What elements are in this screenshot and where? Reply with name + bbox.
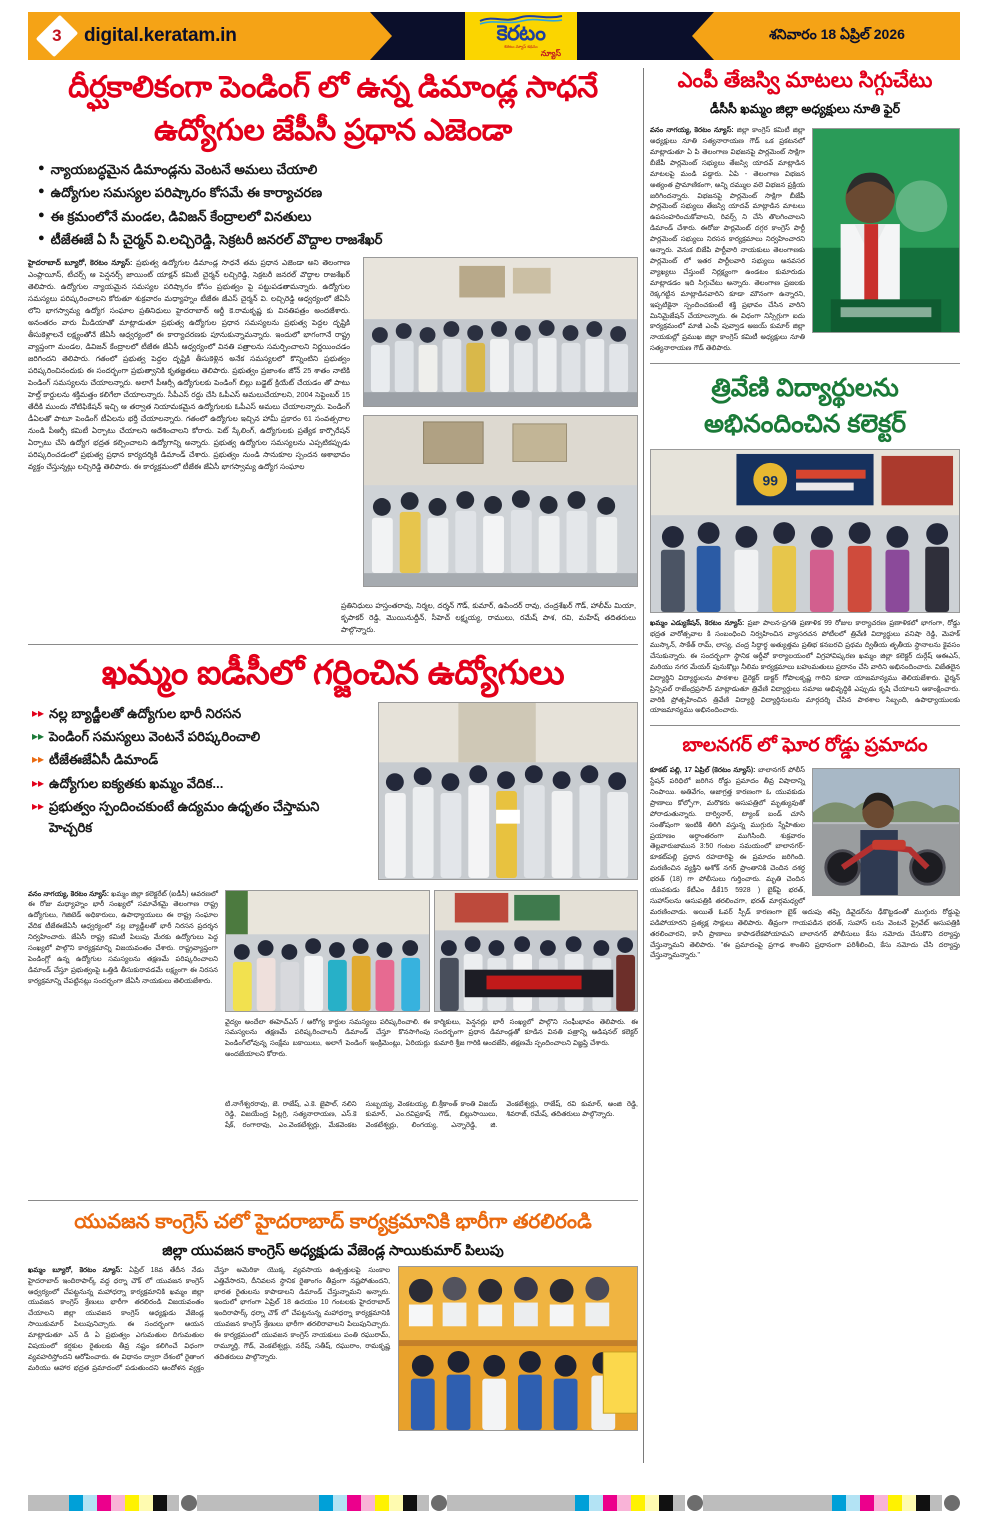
idoc-photo-3 xyxy=(434,890,638,1012)
swatch-magenta-tint xyxy=(617,1495,631,1511)
youth-body xyxy=(28,1266,390,1375)
cmyk-registration-bar xyxy=(28,1495,960,1511)
swatch-magenta xyxy=(347,1495,361,1511)
accident-headline: బాలనగర్ లో ఘోర రోడ్డు ప్రమాదం xyxy=(682,735,928,757)
article-youth xyxy=(28,1209,638,1446)
article-main-text: ప్రభుత్వ ఉద్యోగుల డిమాండ్ల సాధనే తమ ప్రధాన ఎజెండా అని తెలంగాణ ఎంప్లాయీస్, టీచర్స్ ఆ పెన్షనర్స్ జాయింట్ యాక్షన్ కమిటీ చైర్మన్ లచ్చిరెడ్డి, సెక్రటరీ జనరల్ వొద్దాల రాజశేఖర్ తెలిపారు. ఉద్యోగుల న్యాయమైన సమస్యల పరిష్కారం కోసం ప్రభుత్వం పై పట్టుపడతామన్నారు. ఉద్యోగుల సమస్యలు పరిష్కరించాలని కోరుతూ శుక్రవారం మధ్యాహ్నం టీజేఈ జేఎస్ చైర్మన్ వి. లచ్చిరెడ్డి ఆధ్వర్యంలో జేఏసీ లోని భాగస్వామ్య ఉద్యోగ సంఘాల ప్రతినిధులు హైదరాబాద్ ఆర్డీ కె.రామకృష్ణ కు వినతిపత్రం అందజేశారు. అనంతరం వారు మీడియాతో మాట్లాడుతూ ప్రభుత్వ ఉద్యోగుల ప్రధాన సమస్యలను ప్రభుత్వ పెద్దల దృష్టికి తీసుకెళ్లాలనే లక్ష్యంతోనే జేఏసీ ఆధ్వర్యంలో ఈ కార్యాచరణకు పూనుకున్నామన్నారు. ఇందులో భాగంగానే రాష్ట్ర వ్యాప్తంగా మండల, డివిజన్ కేంద్రాలలో టీజేఈ జేఏసీ ఆధ్వర్యంలో వినతి పత్రాలను సమర్పించాలని నిర్ణయించడం జరిగిందని తెలిపారు. గతంలో ప్రభుత్వ పెద్దల దృష్టికి తీసుకెళ్లిన అనేక సమస్యలలో కొన్నింటిని ప్రభుత్వం పరిష్కరించినందుకు ఈ సందర్భంగా ప్రభుత్వానికి కృతజ్ఞతలు తెలిపారు. ప్రభుత్వం ప్రజాంశం జోన్ 25 శాతం నాటికి పెండింగ్ సమస్యలను చేయాలన్నారు. అలాగే పీఆర్సీ ఉద్యోగులకు పెండింగ్ బిల్లు బడ్జెట్ క్రియేట్ చేయడం తో పాటు హెల్త్ కార్డులను శక్తిమత్తం కలిగేలా చేయాలన్నారు. సీపీఎస్ రద్దు చేసి ఓపీఎస్ అమలుచేయాలని, 2004 సెప్టెంబర్ 15 తేదీకి ముందు నోటిఫికేషన్ ఇచ్చి ఆ తర్వాత నియామకమైన ఉద్యోగులకు ఓపీఎస్ అమలు చేయాలన్నారు. పెండింగ్ డీఏలతో పాటూ పెండింగ్ టీఏలను భర్తీ చేయాలన్నారు. గతంలో ఉద్యోగుల ఇచ్చిన హామీ ప్రకారం 61 సంవత్సరాల నుండి పీఆర్సీ కమిటీ ఏర్పాటు చేయాలని ఆదేశించాలని కోరారు. పెట్ స్కేలింగ్, ఉద్యోగులకు ప్రత్యేక కార్పొరేషన్ ఏర్పాటు చేసి ఉద్యోగ భద్రత కల్పించాలని ఉద్యోగాన్ని అన్నారు. ప్రభుత్వ ఉద్యోగుల సమస్యలను ఎప్పటికప్పుడు పరిష్కరించడంలో ప్రభుత్వ ప్రధాన కార్యదర్శికి డిమాండ్ చేశారు. ప్రభుత్వం నుండి సానుకూల స్పందన ఆశాభావం వ్యక్తం చేస్తున్నట్లు లచ్చిరెడ్డి తెలిపారు. ఈ కార్యక్రమంలో టీజేఈ జేఏసీ భాగస్వామ్య ఉద్యోగ సంఘాల xyxy=(28,257,350,471)
triveni-headline-line1: త్రివేణి విద్యార్థులను xyxy=(711,374,899,403)
page-body xyxy=(28,66,960,1466)
arrow-icon: ▸▸ xyxy=(32,799,45,814)
swatch-magenta-tint xyxy=(111,1495,125,1511)
swatch-cyan-tint xyxy=(333,1495,347,1511)
bullet-item xyxy=(38,207,638,227)
swatch-yellow xyxy=(888,1495,902,1511)
youth-photo xyxy=(398,1266,638,1431)
idoc-body-col1 xyxy=(28,890,218,988)
idoc-caption-mid: వైద్యం అందేలా ఈహెచ్ఎస్ / ఆరోగ్య కార్డుల సమస్యలు పరిష్కరించాలి. ఈ సమస్యలను తక్షణమే పరిష్కరించాలనీ డిమాండ్ చేస్తూ కొనసాగింపు పెండింగ్‌లోవున్న సంక్షేమ బకాయిలు, అలాగే పెండింగ్ ఇంక్రిమెంట్లు, ఏరియర్లు అందజేయాలని కోరారు. xyxy=(225,1018,430,1059)
swatch-yellow-tint xyxy=(139,1495,153,1511)
masthead xyxy=(28,12,960,60)
swatch-gray xyxy=(417,1495,429,1511)
swatch-cyan xyxy=(575,1495,589,1511)
swatch-black xyxy=(153,1495,167,1511)
bullet-text: న్యాయబద్ధమైన డిమాండ్లను వెంటనే అమలు చేయాలి xyxy=(50,162,318,177)
arrow-icon: ▸▸ xyxy=(32,775,45,790)
masthead-right xyxy=(714,12,960,60)
triveni-headline-line2: అభినందించిన కలెక్టర్ xyxy=(703,409,907,438)
swatch-cyan xyxy=(832,1495,846,1511)
bullet-item xyxy=(32,750,362,770)
article-main-photo-2 xyxy=(363,415,638,587)
swatch-cyan-tint xyxy=(589,1495,603,1511)
registration-gray-block xyxy=(703,1495,832,1511)
idoc-photo-1 xyxy=(378,702,638,880)
swatch-gray xyxy=(673,1495,685,1511)
article-main-body xyxy=(28,257,350,473)
swatch-yellow-tint xyxy=(902,1495,916,1511)
right-top-subhead: డీసీసీ ఖమ్మం జిల్లా అధ్యక్షులు నూతి ఫైర్ xyxy=(709,102,901,117)
bullet-text: టీజేఈజేఏసీ డిమాండ్ xyxy=(49,752,159,768)
article-main-photo-1 xyxy=(363,257,638,407)
idoc-photo-2 xyxy=(225,890,430,1012)
right-top-text: జిల్లా కాంగ్రెస్ కమిటీ జిల్లా అధ్యక్షులు నూతి సత్యనారాయణ గౌడ్ ఒక ప్రకటనలో మాట్లాడుతూ ఏ పి తెలంగాణ విభజనపై పార్లమెంట్ సాక్షిగా బీజేపీ పార్లమెంట్ సభ్యులు తేజస్వి యాదవ్ మాట్లాడిన మాటలపై మండి పడ్డారు. ఏపి - తెలంగాణ విభజన అత్యంత ప్రామాణికంగా, అన్ని దమ్ముల వలె విభజన ప్రక్రియ జరిగిందన్నారు. విభజనపై పార్లమెంట్ సాక్షిగా బీజేపీ పార్లమెంట్ సభ్యులు తేజస్వి యాదవ్ మాట్లాడిన మాటలు ఉపసంహరించుకోవాలని, రివర్స్ ని చేసి తొలగించాలని డిమాండ్ చేశారు. ఈరోజు పార్లమెంట్ దగ్గర కాంగ్రెస్ పార్టీ పార్లమెంట్ సభ్యులు నిరసన కార్యక్రమాలు నిర్వహించారని అన్నారు. వెనుక బిజేపి పార్టీవారి నాయకులు తెలంగాణకు పార్లమెంట్ లో ఇతర పార్టీలవారి సభ్యులు అనవసర వ్యాఖ్యలు చేస్తుంటే నిర్లక్ష్యంగా ఉండటం కుమారుడు మాట్లాడడం ఇది సిగ్గుచేటు అన్నారు. తెలంగాణ ప్రజలకు రెక్కగట్టిన మాట్లాడినవారిని కూడా మౌనంగా ఉన్నారని, ఇప్పటికైనా స్పందించకుంటే శక్తి ప్రభావం చేసిన వారిని మినిమైజేషన్ చేయాలన్నారు. ఈ విధంగా నిస్సిగ్గుగా ఐదు కార్యక్రమంలో మాజీ ఎంపీ పువ్వాడ అజయ్ కుమార్ జిల్లా నాయకుల్లో ప్రముఖ జిల్లా కాంగ్రెస్ కమిటీ అధ్యక్షులు నూతి సత్యనారాయణ గౌడ్ తెలిపారు. xyxy=(650,127,805,353)
swatch-yellow xyxy=(125,1495,139,1511)
main-headline-line2: ఉద్యోగుల జేపీసీ ప్రధాన ఎజెండా xyxy=(154,114,512,147)
idoc-bullet-list xyxy=(32,704,362,839)
bullet-text: ఈ క్రమంలోనే మండల, డివిజన్ కేంద్రాలలో వినతులు xyxy=(50,208,312,224)
bullet-item xyxy=(38,160,638,180)
bullet-text: టీజేఈజే ఏ సీ చైర్మన్ వి.లచ్చిరెడ్డి, సెక్రటరీ జనరల్ వొద్దాల రాజశేఖర్ xyxy=(50,232,383,248)
right-top-dateline: వనం నాగయ్య, కెరటం న్యూస్: xyxy=(650,127,734,135)
swatch-magenta xyxy=(97,1495,111,1511)
arrow-icon: ▸▸ xyxy=(32,729,45,744)
registration-swatch-group xyxy=(69,1495,197,1511)
svg-text:99: 99 xyxy=(762,472,778,489)
swatch-magenta xyxy=(603,1495,617,1511)
idoc-photo-caption-names: టి.నాగేశ్వరరావు, జె. రాజేష్, ఎ.కె. జైపాల్, నలిని రెడ్డి, విజయేంద్ర పిల్లగ్రి, సత్యనారాయణ, ఎస్.కె షేక్, రంగారావు, ఎం.వెంకటేశ్వర్లు, మేకవెంకట సుబ్బయ్య, వెంకటయ్య, బి.శ్రీకాంత్ కాంతి విజయ్ కుమార్, ఎం.రవిప్రకాష్ గౌడ్, బిల్లుసాయిలు, వెంకటేశ్వర్లు, లింగయ్య, ఎన్నారెడ్డి, జి. వెంకటేశ్వర్లు, రాజేష్, రవి కుమార్, అంజి రెడ్డి, శివరాజ్, రమేష్, తదితరులు పాల్గొన్నారు. xyxy=(225,1100,638,1130)
page-number: 3 xyxy=(52,26,62,45)
accident-text: బాలానగర్ పోలీస్ స్టేషన్ పరిధిలో జరిగిన రోడ్డు ప్రమాదం తీవ్ర విషాదాన్ని నింపాయి. అతివేగం, అజాగ్రత్త కారణంగా ఓ యువకుడు ప్రాణాలు కోల్పోగా, మరొకరు ఆసుపత్రిలో మృత్యువుతో పోరాడుతున్నారు. దార్వినార్, ట్యాంక్ బండ్ చూసి సంతోషంగా ఇంటికి తిరిగి వస్తున్న ముగ్గురు స్నేహితుల ప్రయాణం అర్ధాంతరంగా ముగిసింది. శుక్రవారం తెల్లవారుజామున 3:50 గంటల సమయంలో బాలానగర్-కూకట్‌పల్లి ప్రధాన రహదారిపై ఈ ప్రమాదం జరిగింది. మరణించిన వ్యక్తిని అశోక్ నగర్ ప్రాంతానికి చెందిన దశర్థ భరత్ (18) గా పోలీసులు గుర్తించారు. మృతి చెందిన యువకుడు కేటీఎం డీకే15 5928 ) బైక్‌పై భరత్, సుహాస్‌లను ఆసుపత్రికి తరలించగా, భరత్ మార్గమధ్యలో మరణించాడు. అయితే ఓవర్ స్పీడ్ కారణంగా బైక్ అదుపు తప్పి డివైడర్‌ను ఢీకొట్టడంతో ముగ్గురు రోడ్డుపై పడిపోయారని ప్రత్యక్ష సాక్షులు తెలిపారు. తీవ్రంగా గాయపడిన భరత్, సుహాస్ లను వెంటనే ప్రైవేట్ ఆసుపత్రికి తరలించారని, కానీ ప్రాణాలు కాపాడలేకపోయామని బాలానగర్ పోలీసులు కేసు నమోదు చేసుకొని దర్యాప్తు చేస్తున్నామని తెలిపారు. "ఈ ప్రమాదంపై ప్రగాఢ శాంతిని ప్రధానంగా పరిశీలించి, కేసు నమోదు చేసి దర్యాప్తు చేస్తున్నామన్నారు." xyxy=(650,767,960,960)
swatch-magenta xyxy=(860,1495,874,1511)
logo-subword: న్యూస్ xyxy=(540,48,561,58)
publication-logo[interactable] xyxy=(465,12,577,60)
article-idoc xyxy=(28,653,638,1190)
idoc-headline: ఖమ్మం ఐడీసీలో గర్జించిన ఉద్యోగులు xyxy=(101,653,565,692)
section-divider xyxy=(650,363,960,364)
logo-wordmark: కెరటం xyxy=(496,22,546,46)
swatch-yellow-tint xyxy=(389,1495,403,1511)
accident-photo xyxy=(812,768,960,896)
registration-swatch-group xyxy=(832,1495,960,1511)
youth-headline: యువజన కాంగ్రెస్ చలో హైదరాబాద్ కార్యక్రమానికి భారీగా తరలిరండి xyxy=(74,1210,592,1233)
swatch-gray xyxy=(167,1495,179,1511)
registration-dot-icon xyxy=(181,1495,197,1511)
article-main-dateline: హైదరాబాద్ బ్యూరో, కెరటం న్యూస్: xyxy=(28,257,133,267)
column-divider xyxy=(643,68,644,1463)
bullet-text: ఉద్యోగుల ఐక్యతకు ఖమ్మం వేదిక... xyxy=(49,775,224,791)
bullet-item xyxy=(32,727,362,747)
bullet-text: ఉద్యోగుల సమస్యల పరిష్కారం కోసమే ఈ కార్యాచరణ xyxy=(50,185,323,201)
idoc-caption-right: కార్మికులు, పెన్షనర్లు భారీ సంఖ్యలో పాల్గొని సంఘీభావం తెలిపారు. ఈ సందర్భంగా ప్రధాన డిమాండ్లతో కూడిన వినతి పత్రాన్ని అడిషనల్ కలెక్టర్ కుమారి శ్రీజ గారికి అందజేసి, తక్షణమే స్పందించాలని విజ్ఞప్తి చేశారు. xyxy=(434,1018,638,1048)
swatch-magenta-tint xyxy=(874,1495,888,1511)
registration-gray-block xyxy=(28,1495,69,1511)
registration-gray-block xyxy=(197,1495,319,1511)
main-headline-line1: దీర్ఘకాలికంగా పెండింగ్ లో ఉన్న డిమాండ్ల సాధనే xyxy=(68,71,598,104)
swatch-black xyxy=(916,1495,930,1511)
registration-dot-icon xyxy=(687,1495,703,1511)
registration-swatch-group xyxy=(575,1495,703,1511)
section-divider xyxy=(650,725,960,726)
swatch-cyan-tint xyxy=(846,1495,860,1511)
arrow-icon: ▸▸ xyxy=(32,705,45,720)
bullet-dot-icon: ● xyxy=(38,162,45,174)
photo-illustration xyxy=(379,703,637,879)
right-top-headline: ఎంపీ తేజస్వి మాటలు సిగ్గుచేటు xyxy=(677,69,933,92)
registration-swatch-group xyxy=(319,1495,447,1511)
triveni-dateline: ఖమ్మం ఎడ్యుకేషన్, కెరటం న్యూస్: xyxy=(650,620,745,628)
registration-gray-block xyxy=(447,1495,576,1511)
idoc-dateline: వనం నాగయ్య, కెరటం న్యూస్: xyxy=(28,890,109,898)
swatch-cyan xyxy=(319,1495,333,1511)
swatch-yellow xyxy=(631,1495,645,1511)
idoc-text: ఖమ్మం జిల్లా కలెక్టరేట్ (ఐడీసీ) ఆవరణలో ఈ రోజు మధ్యాహ్నం భారీ సంఖ్యలో సమావేశమై తెలంగాణ రాష్ట్ర ఉద్యోగులు, గెజిటెడ్ అధికారులు, ఉపాధ్యాయులు ఈ రాష్ట్ర సంఘాల వేదిక టీజేఈజేఏసీ ఆధ్వర్యంలో నల్ల బ్యాడ్జీలతో భారీ నిరసన ప్రదర్శన నిర్వహించారు. జేఏసీ రాష్ట్ర కమిటీ పిలుపు మేరకు ఉద్యోగులు పెద్ద సంఖ్యలో పాల్గొని కార్యక్రమాన్ని విజయవంతం చేశారు. రాష్ట్రవ్యాప్తంగా పెండింగ్లో ఉన్న ఉద్యోగుల సమస్యలను తక్షణమే పరిష్కరించాలని డిమాండ్ చేస్తూ ప్రభుత్వంపై ఒత్తిడి తీసుకురావడమే లక్ష్యంగా ఈ నిరసన కార్యక్రమాన్ని చేపట్టినట్లు సందర్భంగా జేఏసీ నాయకులు తెలియజేశారు. xyxy=(28,890,218,985)
bullet-text: పెండింగ్ సమస్యలు వెంటనే పరిష్కరించాలి xyxy=(49,729,261,745)
photo-illustration xyxy=(813,129,959,332)
right-top-photo xyxy=(812,128,960,333)
swatch-magenta-tint xyxy=(361,1495,375,1511)
bullet-dot-icon: ● xyxy=(38,232,45,245)
logo-tagline: కెరటం న్యూస్ కథనం xyxy=(504,44,538,50)
main-bullet-list xyxy=(38,160,638,251)
article-right-top xyxy=(650,68,960,355)
photo-illustration xyxy=(226,891,429,1011)
bullet-item xyxy=(32,704,362,724)
youth-text: ఏప్రిల్ 18వ తేదీన నేడు హైదరాబాద్ ఇందిరాపార్క్ వద్ద ధర్నా చౌక్ లో యువజన కాంగ్రెస్ ఆధ్వర్యంలో చేపట్టనున్న మహాధర్నా కార్యక్రమానికి ఖమ్మం జిల్లా యువజన కాంగ్రెస్ శ్రేణులు భారీగా తరలిరండి విజయవంతం చేయాలని జిల్లా యువజన కాంగ్రెస్ అధ్యక్షుడు వేజెండ్ల సాయికుమార్ పిలుపునిచ్చారు. ఈ సందర్భంగా ఆయన మాట్లాడుతూ ఎన్ డి ఏ ప్రభుత్వం ఎగుమతుల దిగుమతుల విషయంలో కర్షకుల రైతులకు తీవ్ర నష్టం కలిగించే విధంగా వ్యవహరిస్తోందని ఆరోపించారు. ఈ విధానం ద్వారా దేశంలో రైతాంగ మరియు ఆహార భద్రత ప్రమాదంలో పడుతుందని ఆందోళన వ్యక్తం చేస్తూ అమెరికా యొక్క వ్యవసాయ ఉత్పత్తులపై సుంకాల ఎత్తివేసారని, దీనివలన స్థానిక రైతాంగం తీవ్రంగా నష్టపోతుందని, భారత రైతులను కాపాడాలని డిమాండ్ చేస్తున్నామని అన్నారు. ఇందులో భాగంగా ఏప్రిల్ 18 ఉదయం 10 గంటలకు హైదరాబాద్ ఇందిరాపార్క్ ధర్నా చౌక్ లో చేపట్టనున్న మహాధర్నా కార్యక్రమానికి యువజన కాంగ్రెస్ శ్రేణులు భారీగా తరలిరావాలని పిలుపునిచ్చారు. ఈ కార్యక్రమంలో యువజన కాంగ్రెస్ నాయకులు పంతి రఘురామ్, రామ్మూర్తి, గౌడ్, వెంకటేశ్వర్లు, నరేష్, సతీష్, రఘురాం, రామకృష్ణ తదితరులు పాల్గొన్నారు. xyxy=(28,1266,390,1372)
accident-dateline: కూకట్ పల్లి, 17 ఏప్రిల్ (కెరటం న్యూస్): xyxy=(650,767,756,775)
bullet-item xyxy=(38,230,638,250)
triveni-body xyxy=(650,619,960,717)
swatch-black xyxy=(659,1495,673,1511)
bullet-text: నల్ల బ్యాడ్జీలతో ఉద్యోగుల భారీ నిరసన xyxy=(49,705,242,721)
photo-illustration xyxy=(364,258,637,406)
swatch-yellow xyxy=(375,1495,389,1511)
left-column xyxy=(28,66,638,1446)
bullet-dot-icon: ● xyxy=(38,208,45,221)
swatch-gray xyxy=(930,1495,942,1511)
section-divider xyxy=(28,644,638,645)
photo-illustration xyxy=(399,1267,637,1430)
swatch-cyan xyxy=(69,1495,83,1511)
registration-dot-icon xyxy=(944,1495,960,1511)
youth-subhead: జిల్లా యువజన కాంగ్రెస్ అధ్యక్షుడు వేజెండ్ల సాయికుమార్ పిలుపు xyxy=(162,1241,504,1258)
article-triveni xyxy=(650,372,960,717)
bullet-text: ప్రభుత్వం స్పందించకుంటే ఉద్యమం ఉధృతం చేస్తామని హెచ్చరిక xyxy=(49,799,320,835)
site-url[interactable]: digital.keratam.in xyxy=(84,25,237,46)
arrow-icon: ▸▸ xyxy=(32,752,45,767)
photo-illustration xyxy=(813,769,959,895)
photo-illustration xyxy=(364,416,637,586)
article-main-photo-caption: ప్రతినిధులు హస్తంతరావు, నిర్మల, దర్శన్ గౌడ్, కుమార్, ఉపేందర్ రావు, చంద్రశేఖర్ గౌడ్, హాలీమ్ మియా, కృపాకర్ రెడ్డి, మొయినుద్దీన్, సీహెచ్ లక్ష్మయ్య, రాములు, రమేష్ పాశ, రవి, మహేష్ తదితరులు పాల్గొన్నారు. xyxy=(341,600,636,634)
registration-dot-icon xyxy=(431,1495,447,1511)
bullet-item xyxy=(32,774,362,794)
triveni-photo xyxy=(650,449,960,613)
article-main xyxy=(28,68,638,636)
swatch-yellow-tint xyxy=(645,1495,659,1511)
bullet-item xyxy=(32,797,362,838)
publication-date: శనివారం 18 ఏప్రిల్ 2026 xyxy=(769,26,905,42)
article-accident xyxy=(650,734,960,962)
youth-dateline: ఖమ్మం బ్యూరో, కెరటం న్యూస్: xyxy=(28,1266,123,1274)
masthead-left xyxy=(28,12,370,60)
triveni-text: ప్రజా పాలన-ప్రగతి ప్రణాళిక 99 రోజుల కార్యాచరణ ప్రణాళికలో భాగంగా, రోడ్డు భద్రత వారోత్సవాల కి సంబంధించి నిర్వహించిన వ్యాసరచన పోటీలలో త్రివేణి విద్యార్థులు వనిషా రెడ్డి, మెహక్ ముస్కాన్, సాకేత్ రామ్, లాస్య, చంద్ర సిద్ధార్థ అత్యుత్తమ ప్రతిభ కనబరచి ప్రథమ ద్వితీయ తృతీయ స్థానాలను కైవసం చేసుకున్నారు. ఈ సందర్భంగా స్థానిక ఆర్డీవో కార్యాలయంలో విగ్రహావిష్కరణ ఖమ్మం జిల్లా కలెక్టర్ దుర్గేష్ ఆఈఎస్, మరియు నగర మేయర్ పునుకొల్లు నీలిమ కార్యక్రమాలు బహుమతులు ప్రదానం చేసి వారిని అభినందించారు. విజేతలైన విద్యార్థిని విద్యార్థులను పాఠశాల డైరెక్టర్ డాక్టర్ గోపాలకృష్ణ గారిని కూడా యాజమాన్యము తెలియజేశారు. ఛైర్మన్ ప్రిన్సిపల్ రాజేంద్రప్రసాద్ మాట్లాడుతూ త్రివేణి విద్యార్థులు సమాజ అభివృద్ధికి ఎప్పుడు కృషి చేయాలని ఆకాంక్షించారు. వారికి ప్రోత్సహించిన త్రివేణి విద్యార్థి విద్యార్థినులను మార్గదర్శి చేసిన పాఠశాల సిబ్బంది, ఉపాధ్యాయులకు యాజమాన్యము అభినందించారు. xyxy=(650,620,960,715)
swatch-cyan-tint xyxy=(83,1495,97,1511)
photo-illustration xyxy=(435,891,637,1011)
swatch-black xyxy=(403,1495,417,1511)
right-column xyxy=(650,66,960,962)
section-divider xyxy=(28,1200,638,1201)
photo-illustration xyxy=(651,450,959,612)
bullet-item xyxy=(38,183,638,203)
page-number-badge xyxy=(36,15,78,57)
bullet-dot-icon: ● xyxy=(38,185,45,198)
